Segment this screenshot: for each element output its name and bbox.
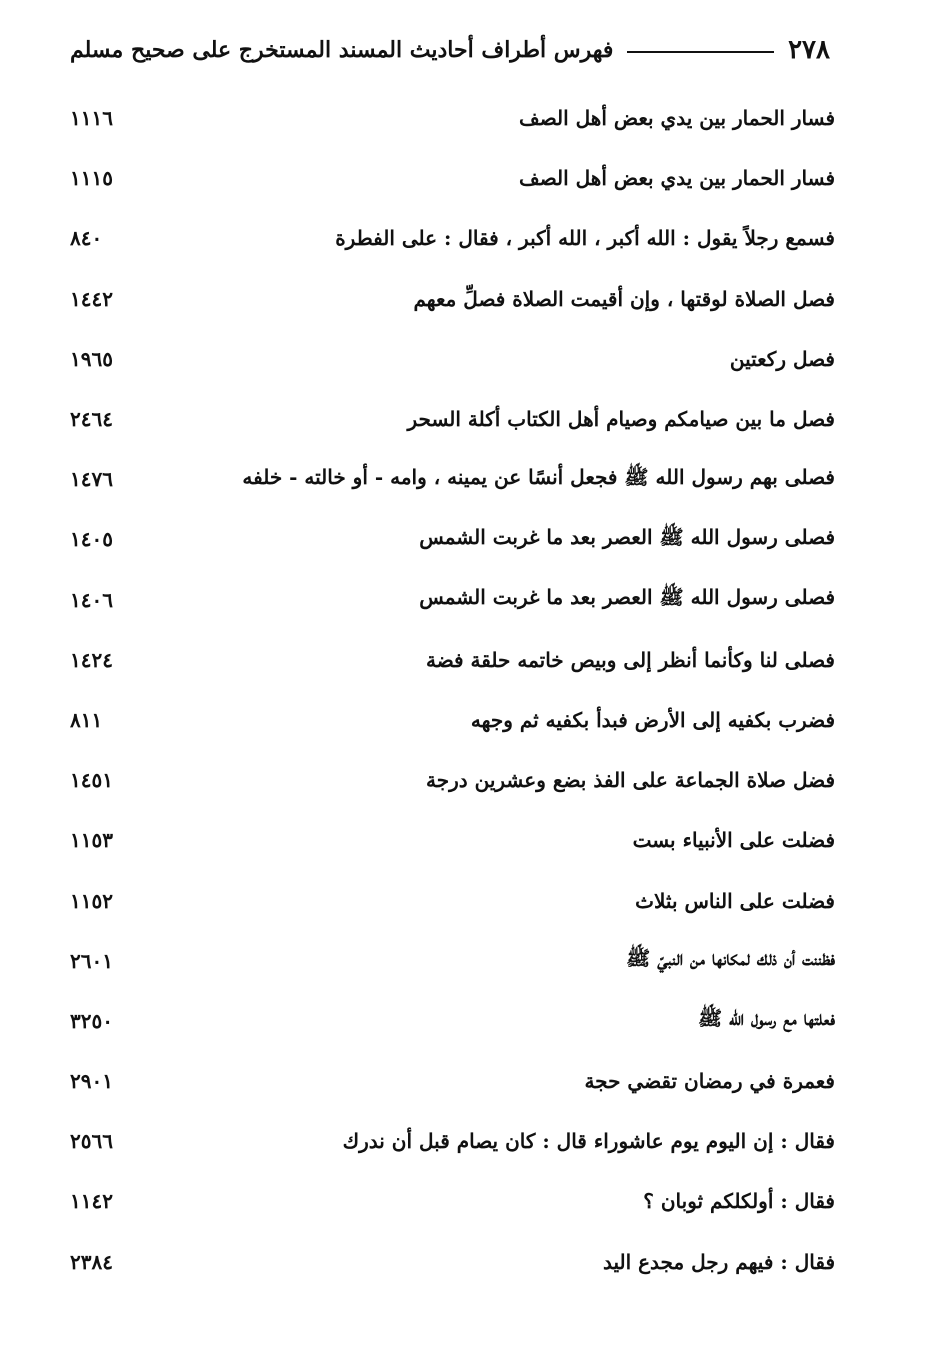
hadith-text: فصلى رسول الله ﷺ العصر بعد ما غربت الشمس — [419, 585, 835, 610]
page-header — [70, 28, 830, 72]
index-entry — [70, 449, 835, 509]
hadith-number: ١٩٦٥ — [70, 346, 113, 371]
index-entry — [70, 991, 835, 1051]
running-title: فهرس أطراف أحاديث المسند المستخرج على صحيح مسلم — [70, 37, 614, 63]
hadith-number: ١٤٧٦ — [70, 467, 113, 492]
index-entry — [70, 870, 835, 930]
hadith-text: فصل ما بين صيامكم وصيام أهل الكتاب أكلة السحر — [407, 407, 835, 432]
hadith-text: فضلت على الأنبياء بست — [632, 828, 835, 853]
index-entry — [70, 1232, 835, 1292]
hadith-text: فصلى لنا وكأنما أنظر إلى وبيص خاتمه حلقة فضة — [425, 647, 835, 672]
hadith-text: فصل الصلاة لوقتها ، وإن أقيمت الصلاة فصلِّ معهم — [413, 286, 835, 311]
index-entry — [70, 750, 835, 810]
hadith-number: ١١٤٢ — [70, 1189, 113, 1214]
hadith-text: فسمع رجلاً يقول : الله أكبر ، الله أكبر ، فقال : على الفطرة — [335, 226, 835, 251]
hadith-number: ٨٤٠ — [70, 226, 103, 251]
hadith-text: فسار الحمار بين يدي بعض أهل الصف — [518, 166, 835, 191]
hadith-number: ١٤٤٢ — [70, 286, 113, 311]
hadith-text: فصل ركعتين — [729, 346, 835, 371]
index-entry — [70, 509, 835, 569]
hadith-number: ١٤٢٤ — [70, 647, 113, 672]
hadith-text: فضل صلاة الجماعة على الفذ بضع وعشرين درجة — [425, 768, 835, 793]
index-entry — [70, 1051, 835, 1111]
hadith-number: ١١٥٢ — [70, 888, 113, 913]
index-entry — [70, 208, 835, 268]
hadith-text: فصلى رسول الله ﷺ العصر بعد ما غربت الشمس — [419, 524, 835, 549]
index-entry — [70, 1111, 835, 1171]
hadith-number: ١٤٠٥ — [70, 527, 113, 552]
hadith-text: فقال : فيهم رجل مجدع اليد — [602, 1249, 835, 1274]
hadith-number: ١٤٠٦ — [70, 587, 113, 612]
hadith-number: ٣٢٥٠ — [70, 1008, 113, 1033]
hadith-number: ١١٥٣ — [70, 828, 113, 853]
index-entry — [70, 329, 835, 389]
page-number: ٢٧٨ — [788, 35, 830, 65]
hadith-text: فقال : أولكلكم ثوبان ؟ — [643, 1189, 835, 1214]
hadith-number: ٨١١ — [70, 707, 103, 732]
index-entry — [70, 148, 835, 208]
index-entry — [70, 269, 835, 329]
index-entry — [70, 1171, 835, 1231]
hadith-text: فظننت أن ذلك لمكانها من النبيّ ﷺ — [626, 946, 835, 971]
index-entry — [70, 570, 835, 630]
hadith-text: فضلت على الناس بثلاث — [635, 888, 835, 913]
hadith-text: فسار الحمار بين يدي بعض أهل الصف — [518, 106, 835, 131]
index-entry — [70, 630, 835, 690]
hadith-text: فصلى بهم رسول الله ﷺ فجعل أنسًا عن يمينه ، وامه - أو خالته - خلفه — [242, 464, 835, 489]
index-entry — [70, 88, 835, 148]
hadith-text: فعلتها مع رسول الله ﷺ — [697, 1006, 835, 1031]
hadith-number: ١١١٥ — [70, 166, 113, 191]
header-rule — [627, 51, 774, 53]
hadith-number: ٢٤٦٤ — [70, 407, 113, 432]
index-entries-list — [70, 88, 835, 1292]
index-entry — [70, 931, 835, 991]
index-entry — [70, 389, 835, 449]
index-entry — [70, 690, 835, 750]
index-entry — [70, 810, 835, 870]
hadith-number: ٢٦٠١ — [70, 948, 113, 973]
hadith-number: ٢٥٦٦ — [70, 1129, 113, 1154]
hadith-text: فعمرة في رمضان تقضي حجة — [584, 1069, 835, 1094]
hadith-number: ٢٣٨٤ — [70, 1249, 113, 1274]
hadith-number: ١١١٦ — [70, 106, 113, 131]
hadith-number: ٢٩٠١ — [70, 1069, 113, 1094]
hadith-text: فضرب بكفيه إلى الأرض فبدأ بكفيه ثم وجهه — [470, 707, 835, 732]
hadith-text: فقال : إن اليوم يوم عاشوراء قال : كان يصام قبل أن ندرك — [342, 1129, 835, 1154]
hadith-number: ١٤٥١ — [70, 768, 113, 793]
